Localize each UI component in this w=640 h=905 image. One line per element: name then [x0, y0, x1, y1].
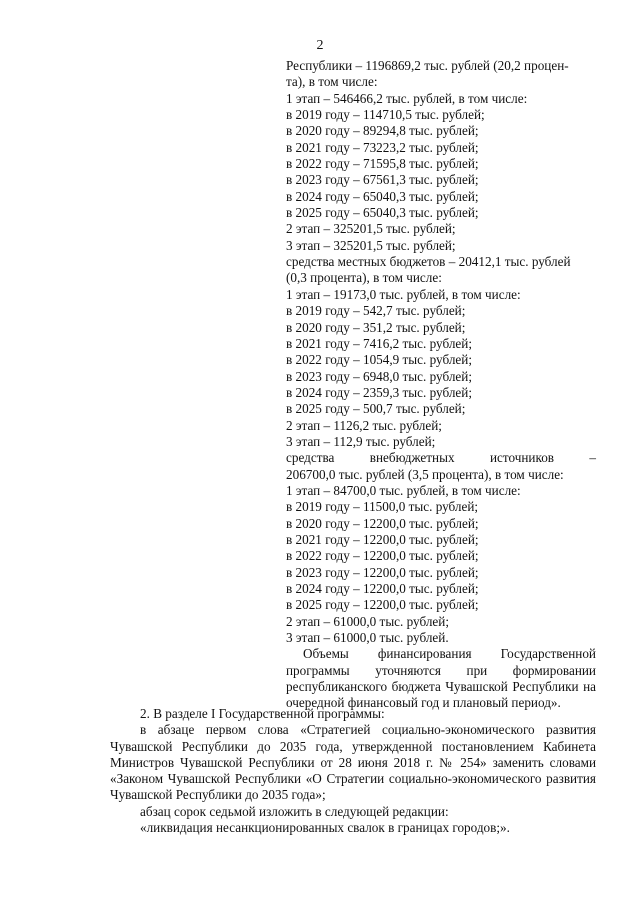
- word: –: [589, 450, 596, 466]
- text-line: в 2024 году – 2359,3 тыс. рублей;: [286, 384, 472, 400]
- text-line: 2 этап – 61000,0 тыс. рублей;: [286, 613, 450, 629]
- text-line: 3 этап – 112,9 тыс. рублей;: [286, 433, 436, 449]
- text-line: в 2023 году – 12200,0 тыс. рублей;: [286, 564, 479, 580]
- text-line: в 2025 году – 12200,0 тыс. рублей;: [286, 597, 479, 613]
- text-line: в 2025 году – 65040,3 тыс. рублей;: [286, 205, 479, 221]
- text-line: 2 этап – 325201,5 тыс. рублей;: [286, 221, 456, 237]
- text-line: 1 этап – 19173,0 тыс. рублей, в том числе:: [286, 286, 521, 302]
- text-line: в 2022 году – 12200,0 тыс. рублей;: [286, 548, 479, 564]
- amendment-paragraph: абзац сорок седьмой изложить в следующей редакции:: [140, 803, 449, 819]
- text-line: в 2019 году – 11500,0 тыс. рублей;: [286, 499, 479, 515]
- text-line: в 2025 году – 500,7 тыс. рублей;: [286, 401, 466, 417]
- text-line: в 2019 году – 542,7 тыс. рублей;: [286, 303, 466, 319]
- text-line: 1 этап – 546466,2 тыс. рублей, в том числе:: [286, 90, 528, 106]
- text-line: в 2019 году – 114710,5 тыс. рублей;: [286, 107, 485, 123]
- text-line: средства местных бюджетов – 20412,1 тыс. рублей: [286, 254, 571, 270]
- text-line: в 2021 году – 7416,2 тыс. рублей;: [286, 335, 472, 351]
- text-line: 206700,0 тыс. рублей (3,5 процента), в том числе:: [286, 466, 564, 482]
- item-heading: 2. В разделе I Государственной программы:: [140, 706, 385, 721]
- closing-paragraph: Объемы финансирования Государственной программы уточняются при формировании республиканского бюджета Чувашской Республики на очередной финансовый год и плановый период».: [286, 646, 596, 711]
- text-line: в 2022 году – 1054,9 тыс. рублей;: [286, 352, 472, 368]
- amendment-paragraph: «ликвидация несанкционированных свалок в границах городов;».: [140, 820, 510, 836]
- text-line: 2 этап – 1126,2 тыс. рублей;: [286, 417, 442, 433]
- amendment-text: [110, 706, 596, 836]
- text-line: в 2021 году – 73223,2 тыс. рублей;: [286, 139, 479, 155]
- page-number: 2: [316, 38, 324, 53]
- text-line-justified: [286, 450, 596, 466]
- word: источников: [489, 450, 555, 466]
- text-line: в 2020 году – 351,2 тыс. рублей;: [286, 319, 466, 335]
- text-line: 1 этап – 84700,0 тыс. рублей, в том числе:: [286, 482, 521, 498]
- word: внебюджетных: [369, 450, 455, 466]
- word: средства: [286, 450, 335, 466]
- text-line: в 2020 году – 89294,8 тыс. рублей;: [286, 123, 479, 139]
- text-line: в 2023 году – 6948,0 тыс. рублей;: [286, 368, 472, 384]
- text-line: в 2021 году – 12200,0 тыс. рублей;: [286, 531, 479, 547]
- text-line: 3 этап – 61000,0 тыс. рублей.: [286, 630, 449, 646]
- text-line: в 2024 году – 65040,3 тыс. рублей;: [286, 188, 479, 204]
- funding-column: [286, 58, 596, 712]
- text-line: (0,3 процента), в том числе:: [286, 270, 442, 286]
- amendment-paragraph: в абзаце первом слова «Стратегией социально-экономического развития Чувашской Республики до 2035 года, утвержденной постановлением Кабинета Министров Чувашской Республики от 28 июня 2018 г. № 254» заменить словами «Законом Чувашской Республики «О Стратегии социально-экономического развития Чувашской Республики до 2035 года»;: [110, 722, 596, 803]
- text-line: в 2022 году – 71595,8 тыс. рублей;: [286, 156, 479, 172]
- text-line: та), в том числе:: [286, 74, 378, 90]
- text-line: Республики – 1196869,2 тыс. рублей (20,2 процен-: [286, 58, 569, 73]
- text-line: в 2024 году – 12200,0 тыс. рублей;: [286, 581, 479, 596]
- text-line: в 2023 году – 67561,3 тыс. рублей;: [286, 172, 479, 188]
- text-line: в 2020 году – 12200,0 тыс. рублей;: [286, 515, 479, 531]
- text-line: 3 этап – 325201,5 тыс. рублей;: [286, 237, 456, 253]
